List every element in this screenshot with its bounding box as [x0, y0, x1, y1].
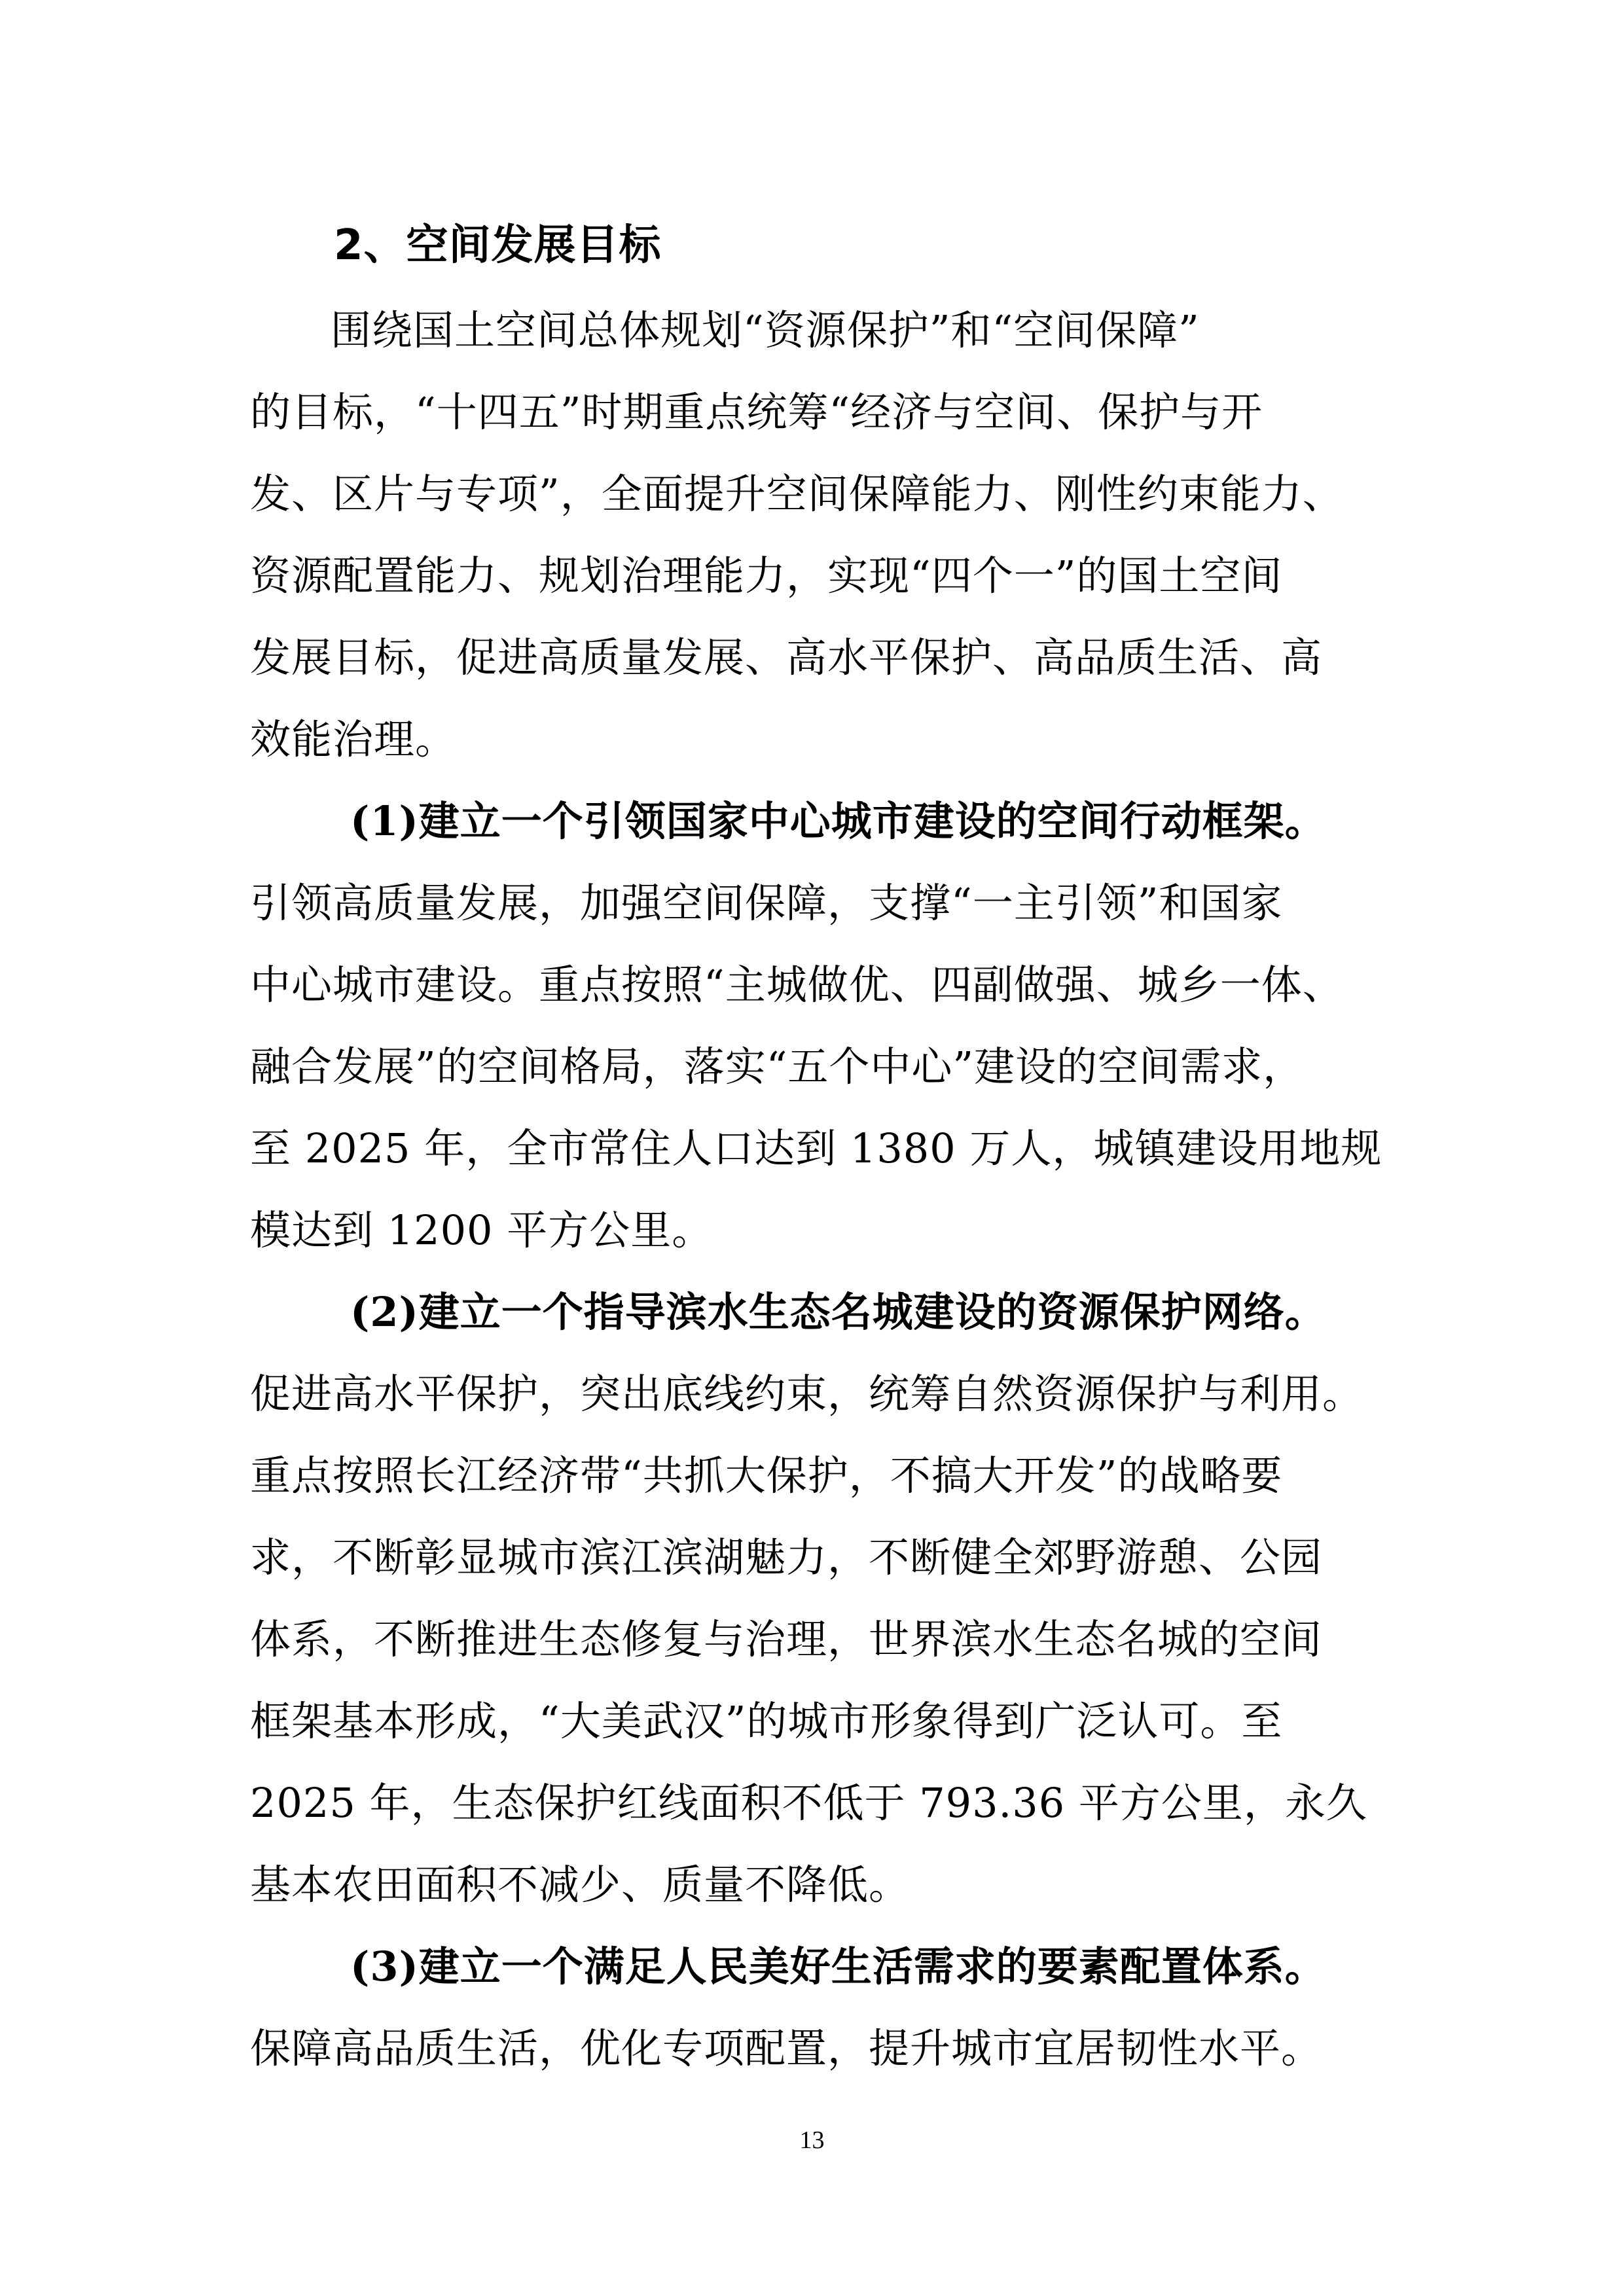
intro-line-2: 的目标，“十四五”时期重点统筹“经济与空间、保护与开 — [250, 388, 1263, 436]
item-3-title: (3)建立一个满足人民美好生活需求的要素配置体系。 — [350, 1943, 1326, 1990]
item-2-line-5: 框架基本形成，“大美武汉”的城市形象得到广泛认可。至 — [250, 1697, 1283, 1745]
page-number: 13 — [799, 2126, 825, 2154]
item-1-title: (1)建立一个引领国家中心城市建设的空间行动框架。 — [350, 797, 1326, 845]
item-2-line-3: 求，不断彰显城市滨江滨湖魅力，不断健全郊野游憩、公园 — [250, 1534, 1323, 1581]
intro-line-3: 发、区片与专项”，全面提升空间保障能力、刚性约束能力、 — [250, 470, 1344, 518]
intro-line-4: 资源配置能力、规划治理能力，实现“四个一”的国土空间 — [250, 552, 1283, 600]
item-2-title: (2)建立一个指导滨水生态名城建设的资源保护网络。 — [350, 1288, 1326, 1336]
intro-line-1: 围绕国土空间总体规划“资源保护”和“空间保障” — [331, 306, 1200, 354]
item-1-line-3: 融合发展”的空间格局，落实“五个中心”建设的空间需求， — [250, 1043, 1305, 1090]
item-2-line-2: 重点按照长江经济带“共抓大保护，不搞大开发”的战略要 — [250, 1452, 1283, 1499]
section-heading: 2、空间发展目标 — [334, 221, 662, 270]
item-2-line-6: 2025 年，生态保护红线面积不低于 793.36 平方公里，永久 — [250, 1779, 1367, 1827]
item-3-line-1: 保障高品质生活，优化专项配置，提升城市宜居韧性水平。 — [250, 2024, 1323, 2072]
item-1-line-2: 中心城市建设。重点按照“主城做优、四副做强、城乡一体、 — [250, 961, 1344, 1009]
intro-line-5: 发展目标，促进高质量发展、高水平保护、高品质生活、高 — [250, 634, 1323, 681]
item-2-line-7: 基本农田面积不减少、质量不降低。 — [250, 1861, 911, 1909]
item-2-line-4: 体系，不断推进生态修复与治理，世界滨水生态名城的空间 — [250, 1615, 1323, 1663]
item-1-line-5: 模达到 1200 平方公里。 — [250, 1206, 713, 1254]
item-1-line-4: 至 2025 年，全市常住人口达到 1380 万人，城镇建设用地规 — [250, 1124, 1382, 1172]
intro-line-6: 效能治理。 — [250, 715, 457, 763]
item-2-line-1: 促进高水平保护，突出底线约束，统筹自然资源保护与利用。 — [250, 1370, 1364, 1418]
item-1-line-1: 引领高质量发展，加强空间保障，支撑“一主引领”和国家 — [250, 879, 1283, 927]
